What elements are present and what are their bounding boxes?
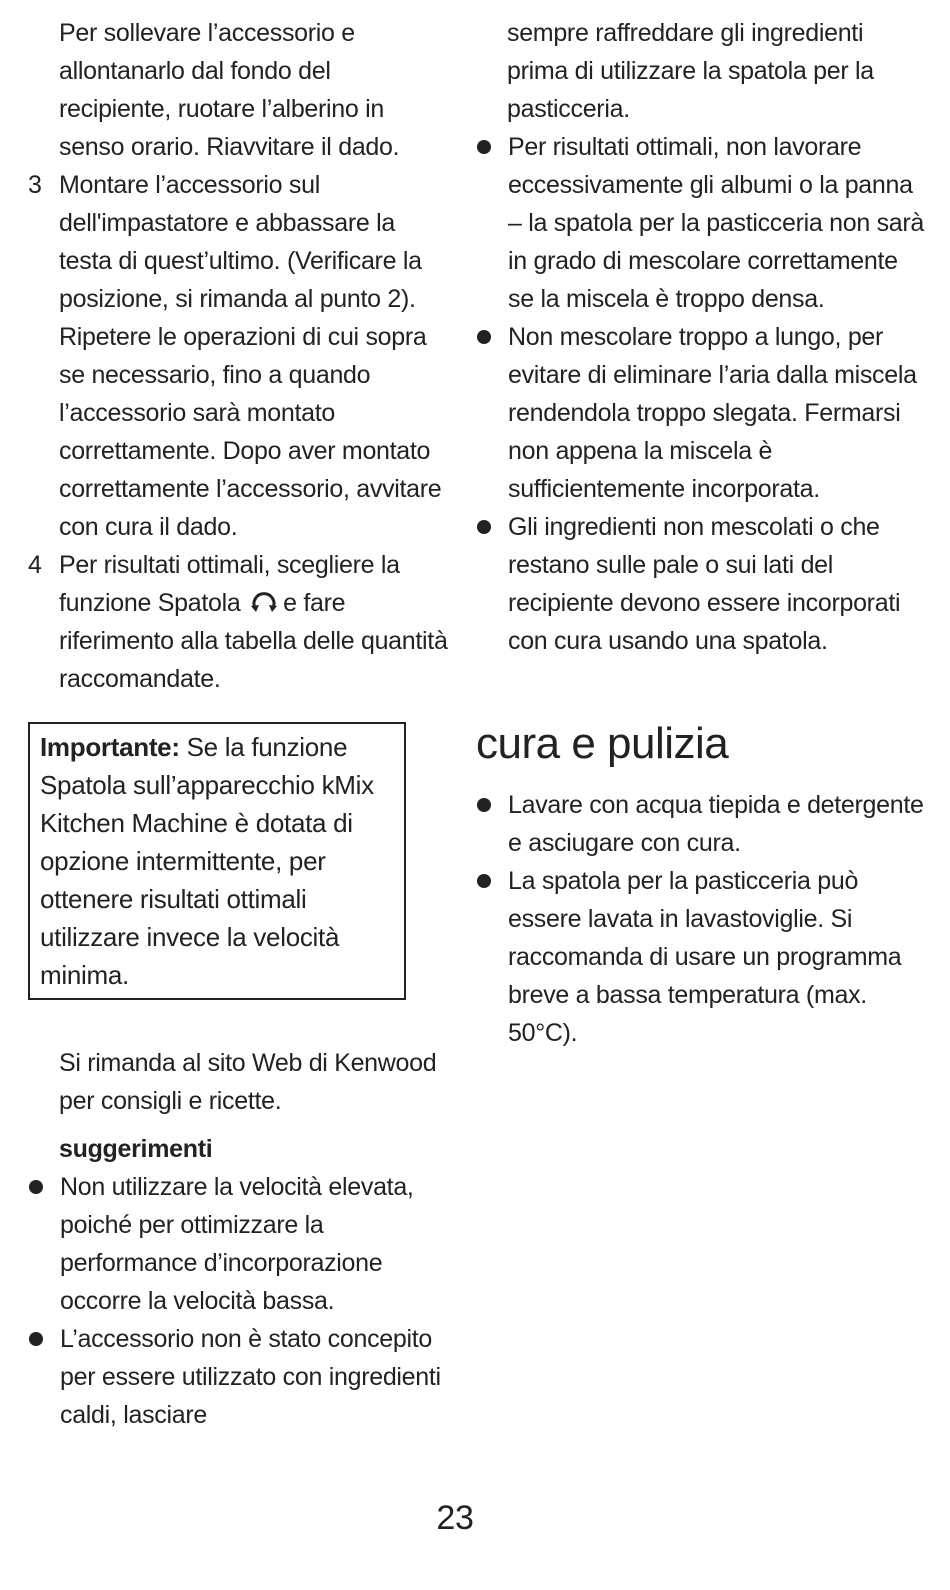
tip-item bbox=[28, 1320, 448, 1434]
page-number: 23 bbox=[436, 1499, 474, 1537]
bullet-icon bbox=[477, 140, 491, 154]
tip-continuation: sempre raffreddare gli ingredienti prima di utilizzare la spatola per la pasticceria. bbox=[507, 19, 874, 123]
care-text: Lavare con acqua tiepida e detergente e asciugare con cura. bbox=[508, 791, 924, 857]
important-notice-box bbox=[28, 722, 406, 1000]
step-4-text bbox=[59, 546, 448, 698]
right-column bbox=[476, 14, 926, 1052]
care-text: La spatola per la pasticceria può essere lavata in lavastoviglie. Si raccomanda di usare un programma breve a bassa temperatura (max. 50°C). bbox=[508, 867, 902, 1047]
step-4 bbox=[28, 546, 448, 698]
tip-item bbox=[476, 508, 926, 660]
step-3-text: Montare l’accessorio sul dell'impastatore e abbassare la testa di quest’ultimo. (Verificare la posizione, si rimanda al punto 2). Ripetere le operazioni di cui sopra se necessario, fino a quando l’accessorio sarà montato correttamente. Dopo aver montato correttamente l’accessorio, avvitare con cura il dado. bbox=[59, 171, 442, 541]
tip-item bbox=[476, 128, 926, 318]
tip-item bbox=[28, 1168, 448, 1320]
tip-item bbox=[476, 318, 926, 508]
bullet-icon bbox=[29, 1180, 43, 1194]
important-label: Importante: bbox=[40, 732, 180, 762]
fold-function-icon bbox=[249, 587, 279, 617]
left-column bbox=[28, 14, 448, 1434]
tip-text: Gli ingredienti non mescolati o che restano sulle pale o sui lati del recipiente devono essere incorporati con cura usando una spatola. bbox=[508, 513, 901, 655]
care-item bbox=[476, 862, 926, 1052]
tip-text: Non mescolare troppo a lungo, per evitare di eliminare l’aria dalla miscela rendendola troppo slegata. Fermarsi non appena la miscela è sufficientemente incorporata. bbox=[508, 323, 917, 503]
step-4-number: 4 bbox=[28, 551, 42, 579]
tip-text: L’accessorio non è stato concepito per essere utilizzato con ingredienti caldi, lasciare bbox=[60, 1325, 441, 1429]
step-2-continuation: Per sollevare l’accessorio e allontanarlo dal fondo del recipiente, ruotare l’alberino in senso orario. Riavvitare il dado. bbox=[59, 19, 400, 161]
bullet-icon bbox=[477, 874, 491, 888]
care-section-title: cura e pulizia bbox=[476, 719, 729, 768]
bullet-icon bbox=[477, 330, 491, 344]
step-4-text-after-icon: e fare riferimento alla tabella delle quantità raccomandate. bbox=[59, 589, 448, 693]
bullet-icon bbox=[477, 520, 491, 534]
tip-text: Per risultati ottimali, non lavorare eccessivamente gli albumi o la panna – la spatola per la pasticceria non sarà in grado di mescolare correttamente se la miscela è troppo densa. bbox=[508, 133, 925, 313]
bullet-icon bbox=[29, 1332, 43, 1346]
tip-text: Non utilizzare la velocità elevata, poiché per ottimizzare la performance d’incorporazione occorre la velocità bassa. bbox=[60, 1173, 414, 1315]
step-4-text-before-icon: Per risultati ottimali, scegliere la funzione Spatola bbox=[59, 551, 400, 617]
care-item bbox=[476, 786, 926, 862]
bullet-icon bbox=[477, 798, 491, 812]
website-note: Si rimanda al sito Web di Kenwood per consigli e ricette. bbox=[59, 1049, 437, 1115]
important-text: Se la funzione Spatola sull’apparecchio kMix Kitchen Machine è dotata di opzione intermittente, per ottenere risultati ottimali utilizzare invece la velocità minima. bbox=[40, 732, 374, 990]
step-3 bbox=[28, 166, 448, 546]
tips-heading: suggerimenti bbox=[59, 1135, 213, 1163]
step-3-number: 3 bbox=[28, 171, 42, 199]
